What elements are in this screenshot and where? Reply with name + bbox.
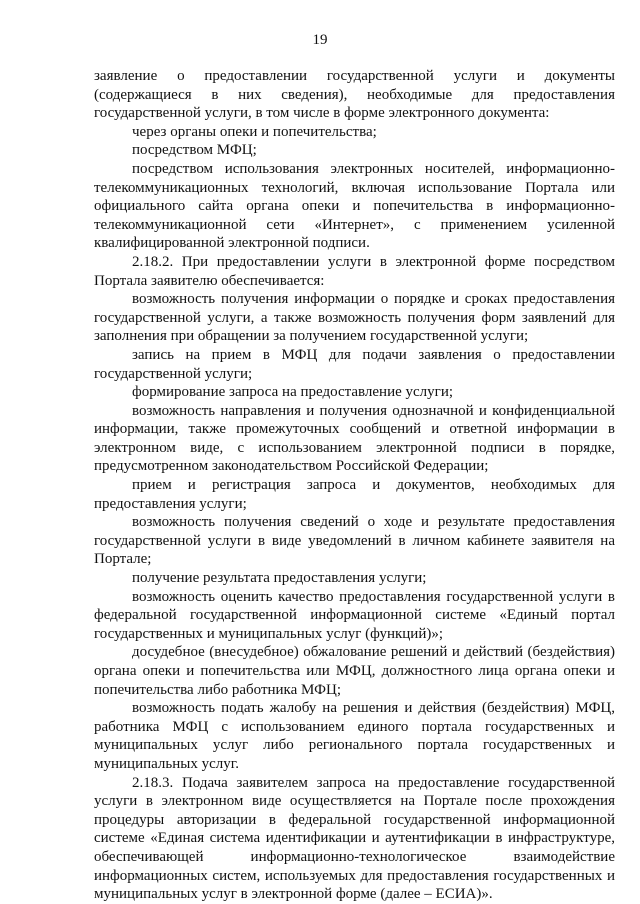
paragraph-section-2-18-2: 2.18.2. При предоставлении услуги в электронной форме посредством Портала заявителю обеспечивается:: [94, 253, 615, 289]
paragraph-via-electronic-media: посредством использования электронных носителей, информационно-телекоммуникационных технологий, включая использование Портала или официального сайта органа опеки и попечительства в информационно-телекоммуникационной сети «Интернет», с применением усиленной квалифицированной электронной подписи.: [94, 160, 615, 252]
paragraph-request-forming: формирование запроса на предоставление услуги;: [132, 384, 454, 401]
paragraph-pretrial-appeal: досудебное (внесудебное) обжалование решений и действий (бездействия) органа опеки и попечительства или МФЦ, должностного лица органа опеки и попечительства либо работника МФЦ;: [94, 644, 615, 698]
paragraph-status-notifications: возможность получения сведений о ходе и результате предоставления государственной услуги в виде уведомлений в личном кабинете заявителя на Портале;: [94, 514, 615, 568]
paragraph-section-2-18-3: 2.18.3. Подача заявителем запроса на предоставление государственной услуги в электронном виде осуществляется на Портале после прохождения процедуры авторизации в федеральной государственной информационной системе «Единая система идентификации и аутентификации в инфраструктуре, обеспечивающей информационно-технологическое взаимодействие информационных систем, используемых для предоставления государственных и муниципальных услуг в электронной форме (далее – ЕСИА)».: [94, 774, 615, 903]
paragraph-mfc-appointment: запись на прием в МФЦ для подачи заявления о предоставлении государственной услуги;: [94, 346, 615, 382]
paragraph-application-continuation: заявление о предоставлении государственной услуги и документы (содержащиеся в них сведения), необходимые для предоставления государственной услуги, в том числе в форме электронного документа:: [94, 68, 615, 122]
page-number: 19: [312, 32, 328, 48]
paragraph-information-access: возможность получения информации о порядке и сроках предоставления государственной услуги, а также возможность получения форм заявлений для заполнения при обращении за получением государственной услуги;: [94, 291, 615, 345]
paragraph-information-exchange: возможность направления и получения однозначной и конфиденциальной информации, также промежуточных сообщений и ответной информации в электронном виде, с использованием электронной подписи в порядке, предусмотренном законодательством Российской Федерации;: [94, 402, 615, 475]
paragraph-mfc-complaint: возможность подать жалобу на решения и действия (бездействия) МФЦ, работника МФЦ с использованием единого портала государственных и муниципальных услуг либо регионального портала государственных и муниципальных услуг.: [94, 700, 615, 772]
body-text: [94, 67, 615, 904]
paragraph-result-receipt: получение результата предоставления услуги;: [132, 570, 427, 587]
paragraph-via-mfc: посредством МФЦ;: [132, 142, 257, 159]
paragraph-request-registration: прием и регистрация запроса и документов, необходимых для предоставления услуги;: [94, 477, 615, 512]
paragraph-via-guardianship-bodies: через органы опеки и попечительства;: [132, 123, 377, 140]
paragraph-quality-rating: возможность оценить качество предоставления государственной услуги в федеральной государственной информационной системе «Единый портал государственных и муниципальных услуг (функций)»;: [94, 588, 615, 642]
